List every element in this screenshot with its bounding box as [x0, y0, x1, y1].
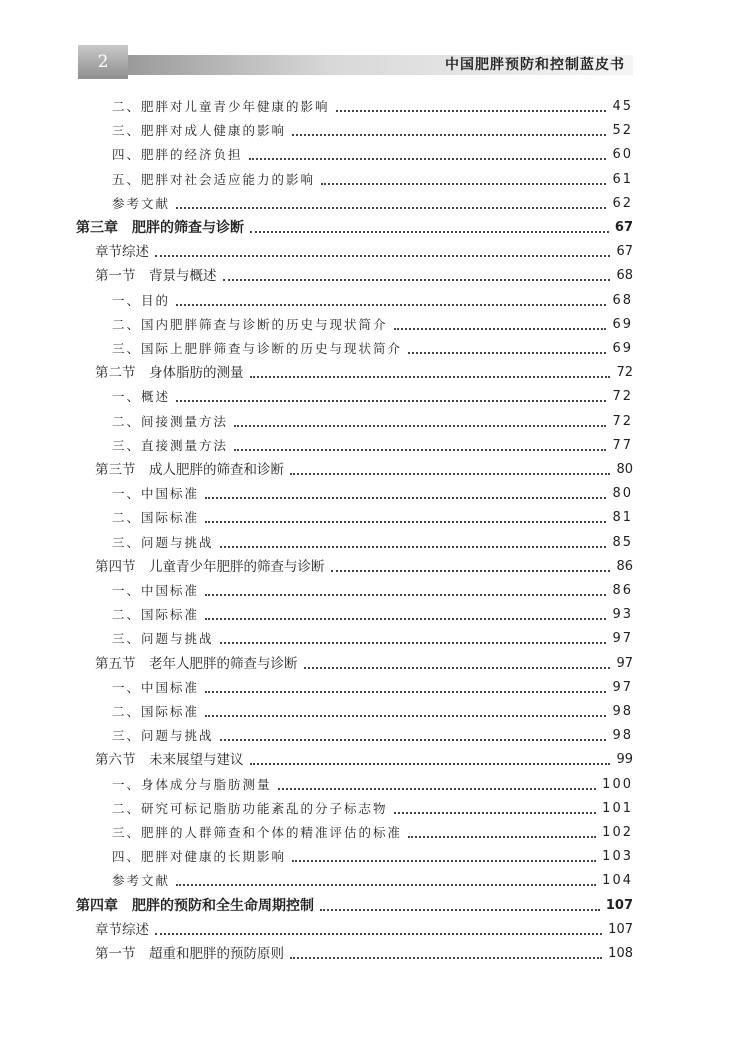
toc-entry-page: 62 — [612, 195, 633, 211]
dot-leader — [250, 763, 611, 765]
dot-leader — [205, 497, 606, 499]
toc-entry-page: 86 — [616, 558, 633, 574]
toc-entry-page: 99 — [616, 752, 633, 768]
toc-entry-item — [112, 117, 633, 141]
toc-entry-section — [95, 650, 633, 674]
dot-leader — [205, 715, 606, 717]
toc-entry-page: 98 — [612, 704, 633, 719]
toc-entry-title: 二、研究可标记脂肪功能紊乱的分子标志物 — [112, 800, 388, 816]
dot-leader — [155, 255, 610, 257]
toc-entry-item — [112, 795, 633, 819]
toc-entry-title: 二、肥胖对儿童青少年健康的影响 — [112, 99, 330, 114]
page-header — [78, 45, 633, 79]
dot-leader — [205, 521, 606, 523]
toc-entry-title: 第一节 超重和肥胖的预防原则 — [95, 946, 284, 962]
toc-entry-item — [112, 698, 633, 722]
toc-entry-item — [112, 432, 633, 456]
toc-entry-item — [112, 601, 633, 625]
dot-leader — [320, 909, 600, 911]
dot-leader — [292, 860, 596, 862]
dot-leader — [278, 788, 597, 790]
dot-leader — [220, 739, 607, 741]
toc-entry-page: 60 — [612, 147, 633, 163]
dot-leader — [394, 812, 597, 814]
toc-entry-item — [112, 577, 633, 601]
toc-entry-page: 52 — [612, 123, 633, 139]
toc-entry-section — [95, 940, 633, 964]
dot-leader — [394, 328, 607, 330]
toc-entry-page: 72 — [616, 365, 633, 381]
toc-entry-item — [112, 408, 633, 432]
toc-entry-item — [112, 843, 633, 867]
toc-entry-title: 章节综述 — [95, 921, 149, 938]
toc-entry-item — [112, 335, 633, 359]
toc-entry-title: 第三章 肥胖的筛查与诊断 — [76, 220, 244, 236]
dot-leader — [250, 376, 611, 378]
toc-entry-page: 69 — [612, 341, 633, 356]
toc-entry-item — [112, 190, 633, 214]
dot-leader — [304, 667, 611, 669]
toc-entry-page: 97 — [612, 679, 633, 695]
toc-entry-title: 二、国际标准 — [112, 704, 200, 719]
toc-entry-section — [95, 553, 633, 577]
toc-entry-title: 五、肥胖对社会适应能力的影响 — [112, 171, 316, 187]
toc-entry-title: 二、国际标准 — [112, 607, 200, 623]
dot-leader — [234, 449, 606, 451]
toc-entry-page: 80 — [616, 462, 633, 477]
dot-leader — [290, 473, 610, 475]
toc-entry-page: 97 — [616, 655, 633, 671]
toc-entry-item — [112, 287, 633, 311]
toc-entry-item — [112, 141, 633, 165]
toc-entry-title: 三、肥胖对成人健康的影响 — [112, 123, 287, 139]
toc-entry-item — [112, 625, 633, 649]
toc-entry-item — [112, 674, 633, 698]
toc-entry-title: 三、直接测量方法 — [112, 437, 229, 453]
toc-entry-page: 67 — [616, 244, 633, 260]
dot-leader — [205, 691, 606, 693]
book-title: 中国肥胖预防和控制蓝皮书 — [445, 57, 625, 73]
toc-entry-item — [112, 867, 633, 891]
toc-entry-chapter — [76, 214, 633, 238]
toc-entry-item — [112, 529, 633, 553]
dot-leader — [223, 279, 611, 281]
toc-entry-page: 67 — [614, 220, 633, 235]
toc-entry-title: 一、中国标准 — [112, 583, 200, 598]
dot-leader — [408, 352, 606, 354]
toc-entry-item — [112, 311, 633, 335]
toc-entry-title: 一、身体成分与脂肪测量 — [112, 776, 272, 792]
toc-entry-page: 107 — [608, 921, 633, 937]
toc-entry-chapter — [76, 892, 633, 916]
toc-entry-title: 章节综述 — [95, 244, 149, 261]
toc-entry-title: 一、概述 — [112, 389, 171, 405]
toc-entry-item — [112, 771, 633, 795]
toc-entry-page: 100 — [602, 776, 633, 792]
toc-entry-page: 45 — [612, 99, 633, 114]
toc-entry-title: 第五节 老年人肥胖的筛查与诊断 — [95, 655, 298, 672]
toc-entry-item — [112, 93, 633, 117]
dot-leader — [176, 884, 596, 886]
dot-leader — [176, 400, 606, 402]
toc-entry-item — [112, 383, 633, 407]
toc-entry-title: 三、肥胖的人群筛查和个体的精准评估的标准 — [112, 825, 403, 840]
dot-leader — [205, 594, 606, 596]
dot-leader — [205, 618, 606, 620]
toc-entry-title: 三、国际上肥胖筛查与诊断的历史与现状简介 — [112, 341, 403, 356]
toc-entry-title: 一、中国标准 — [112, 679, 200, 695]
toc-entry-title: 参考文献 — [112, 873, 171, 889]
toc-entry-page: 85 — [612, 534, 633, 550]
dot-leader — [292, 134, 606, 136]
toc-entry-title: 第四章 肥胖的预防和全生命周期控制 — [76, 897, 314, 914]
toc-entry-item — [112, 166, 633, 190]
dot-leader — [155, 933, 602, 935]
toc-entry-page: 108 — [608, 946, 633, 961]
toc-entry-page: 81 — [612, 510, 633, 526]
toc-entry-title: 四、肥胖对健康的长期影响 — [112, 849, 287, 865]
toc-entry-section — [95, 238, 633, 262]
toc-entry-page: 104 — [602, 873, 633, 889]
toc-entry-section — [95, 262, 633, 286]
toc-entry-title: 第六节 未来展望与建议 — [95, 752, 244, 769]
toc-entry-page: 68 — [616, 268, 633, 284]
toc-entry-page: 72 — [612, 389, 633, 405]
toc-entry-title: 二、国内肥胖筛查与诊断的历史与现状简介 — [112, 316, 388, 332]
dot-leader — [234, 425, 606, 427]
toc-entry-item — [112, 480, 633, 504]
toc-entry-page: 101 — [602, 800, 633, 816]
toc-entry-page: 98 — [612, 728, 633, 744]
toc-entry-title: 三、问题与挑战 — [112, 728, 214, 744]
toc-entry-section — [95, 916, 633, 940]
page-number: 2 — [78, 45, 128, 79]
toc-entry-title: 二、国际标准 — [112, 510, 200, 526]
toc-entry-page: 77 — [612, 437, 633, 453]
toc-entry-page: 86 — [612, 583, 633, 598]
toc-entry-page: 80 — [612, 486, 633, 502]
toc-entry-title: 第四节 儿童青少年肥胖的筛查与诊断 — [95, 558, 325, 575]
toc-entry-item — [112, 722, 633, 746]
dot-leader — [331, 570, 611, 572]
dot-leader — [250, 231, 609, 233]
toc-entry-title: 一、中国标准 — [112, 486, 200, 502]
toc-entry-page: 68 — [612, 292, 633, 308]
toc-entry-title: 三、问题与挑战 — [112, 631, 214, 647]
dot-leader — [290, 957, 602, 959]
toc-entry-page: 102 — [602, 825, 633, 840]
dot-leader — [220, 546, 607, 548]
dot-leader — [176, 304, 606, 306]
toc-entry-page: 69 — [612, 316, 633, 332]
dot-leader — [220, 642, 607, 644]
toc-entry-section — [95, 359, 633, 383]
toc-entry-item — [112, 819, 633, 843]
toc-entry-title: 参考文献 — [112, 195, 171, 211]
toc-entry-page: 93 — [612, 607, 633, 623]
toc-entry-page: 97 — [612, 631, 633, 647]
dot-leader — [176, 207, 606, 209]
toc-entry-title: 四、肥胖的经济负担 — [112, 147, 243, 163]
toc-entry-page: 103 — [602, 849, 633, 865]
toc-entry-item — [112, 504, 633, 528]
toc-entry-title: 第一节 背景与概述 — [95, 268, 217, 285]
toc-entry-section — [95, 456, 633, 480]
toc-entry-title: 第二节 身体脂肪的测量 — [95, 365, 244, 382]
dot-leader — [336, 110, 607, 112]
toc-entry-page: 61 — [612, 171, 633, 187]
dot-leader — [408, 836, 596, 838]
toc-entry-page: 107 — [605, 897, 633, 913]
toc-entry-title: 二、间接测量方法 — [112, 413, 229, 429]
toc-entry-title: 一、目的 — [112, 292, 171, 308]
dot-leader — [249, 158, 607, 160]
toc-entry-title: 三、问题与挑战 — [112, 534, 214, 550]
dot-leader — [321, 183, 606, 185]
toc-entry-page: 72 — [612, 413, 633, 429]
toc-entry-title: 第三节 成人肥胖的筛查和诊断 — [95, 462, 284, 478]
toc-entry-section — [95, 746, 633, 770]
